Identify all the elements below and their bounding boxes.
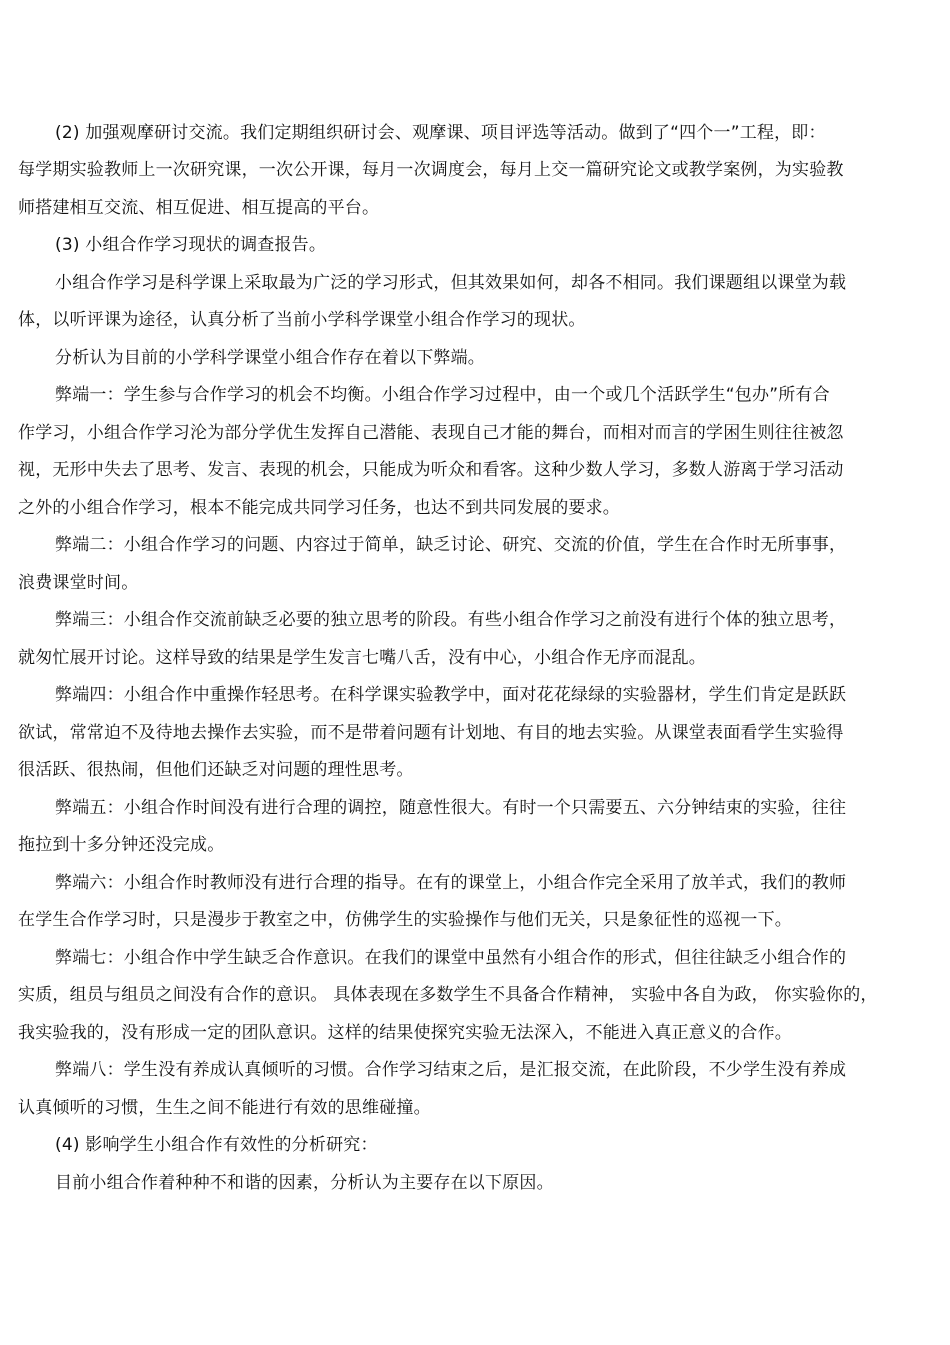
text-line: 弊端八：学生没有养成认真倾听的习惯。合作学习结束之后，是汇报交流，在此阶段，不少学生没有养成 [55, 1060, 847, 1080]
text-line: 就匆忙展开讨论。这样导致的结果是学生发言七嘴八舌，没有中心，小组合作无序而混乱。 [18, 648, 706, 668]
text-line: 实质，组员与组员之间没有合作的意识。 具体表现在多数学生不具备合作精神， 实验中各自为政， 你实验你的， [18, 985, 878, 1005]
text-line: 弊端六：小组合作时教师没有进行合理的指导。在有的课堂上，小组合作完全采用了放羊式，我们的教师 [55, 873, 847, 893]
text-line: 认真倾听的习惯，生生之间不能进行有效的思维碰撞。 [18, 1098, 431, 1118]
text-line: 目前小组合作着种种不和谐的因素，分析认为主要存在以下原因。 [55, 1173, 554, 1193]
text-line: 作学习，小组合作学习沦为部分学优生发挥自己潜能、表现自己才能的舞台，而相对而言的学困生则往往被忽 [18, 423, 844, 443]
text-line: 在学生合作学习时，只是漫步于教室之中，仿佛学生的实验操作与他们无关，只是象征性的巡视一下。 [18, 910, 792, 930]
text-line: 师搭建相互交流、相互促进、相互提高的平台。 [18, 198, 380, 218]
text-line: (2) 加强观摩研讨交流。我们定期组织研讨会、观摩课、项目评选等活动。做到了“四个一”工程，即： [55, 123, 826, 143]
text-line: 弊端五：小组合作时间没有进行合理的调控，随意性很大。有时一个只需要五、六分钟结束的实验，往往 [55, 798, 847, 818]
text-line: 拖拉到十多分钟还没完成。 [18, 835, 225, 855]
text-line: 弊端四：小组合作中重操作轻思考。在科学课实验教学中，面对花花绿绿的实验器材，学生们肯定是跃跃 [55, 685, 847, 705]
text-line: 小组合作学习是科学课上采取最为广泛的学习形式，但其效果如何，却各不相同。我们课题组以课堂为载 [55, 273, 847, 293]
text-line: (3) 小组合作学习现状的调查报告。 [55, 235, 327, 255]
text-line: 弊端三：小组合作交流前缺乏必要的独立思考的阶段。有些小组合作学习之前没有进行个体的独立思考， [55, 610, 847, 630]
text-line: 弊端二：小组合作学习的问题、内容过于简单，缺乏讨论、研究、交流的价值，学生在合作时无所事事， [55, 535, 847, 555]
text-line: 欲试，常常迫不及待地去操作去实验，而不是带着问题有计划地、有目的地去实验。从课堂表面看学生实验得 [18, 723, 844, 743]
text-line: 弊端七：小组合作中学生缺乏合作意识。在我们的课堂中虽然有小组合作的形式，但往往缺乏小组合作的 [55, 948, 847, 968]
text-line: 每学期实验教师上一次研究课，一次公开课，每月一次调度会，每月上交一篇研究论文或教学案例，为实验教 [18, 160, 844, 180]
text-line: (4) 影响学生小组合作有效性的分析研究： [55, 1135, 378, 1155]
text-line: 分析认为目前的小学科学课堂小组合作存在着以下弊端。 [55, 348, 485, 368]
text-line: 之外的小组合作学习，根本不能完成共同学习任务，也达不到共同发展的要求。 [18, 498, 620, 518]
text-line: 体，以听评课为途径，认真分析了当前小学科学课堂小组合作学习的现状。 [18, 310, 586, 330]
text-line: 浪费课堂时间。 [18, 573, 139, 593]
text-line: 我实验我的，没有形成一定的团队意识。这样的结果使探究实验无法深入，不能进入真正意义的合作。 [18, 1023, 792, 1043]
text-line: 视，无形中失去了思考、发言、表现的机会，只能成为听众和看客。这种少数人学习，多数人游离于学习活动 [18, 460, 844, 480]
text-line: 弊端一：学生参与合作学习的机会不均衡。小组合作学习过程中，由一个或几个活跃学生“包办”所有合 [55, 385, 830, 405]
text-line: 很活跃、很热闹，但他们还缺乏对问题的理性思考。 [18, 760, 414, 780]
